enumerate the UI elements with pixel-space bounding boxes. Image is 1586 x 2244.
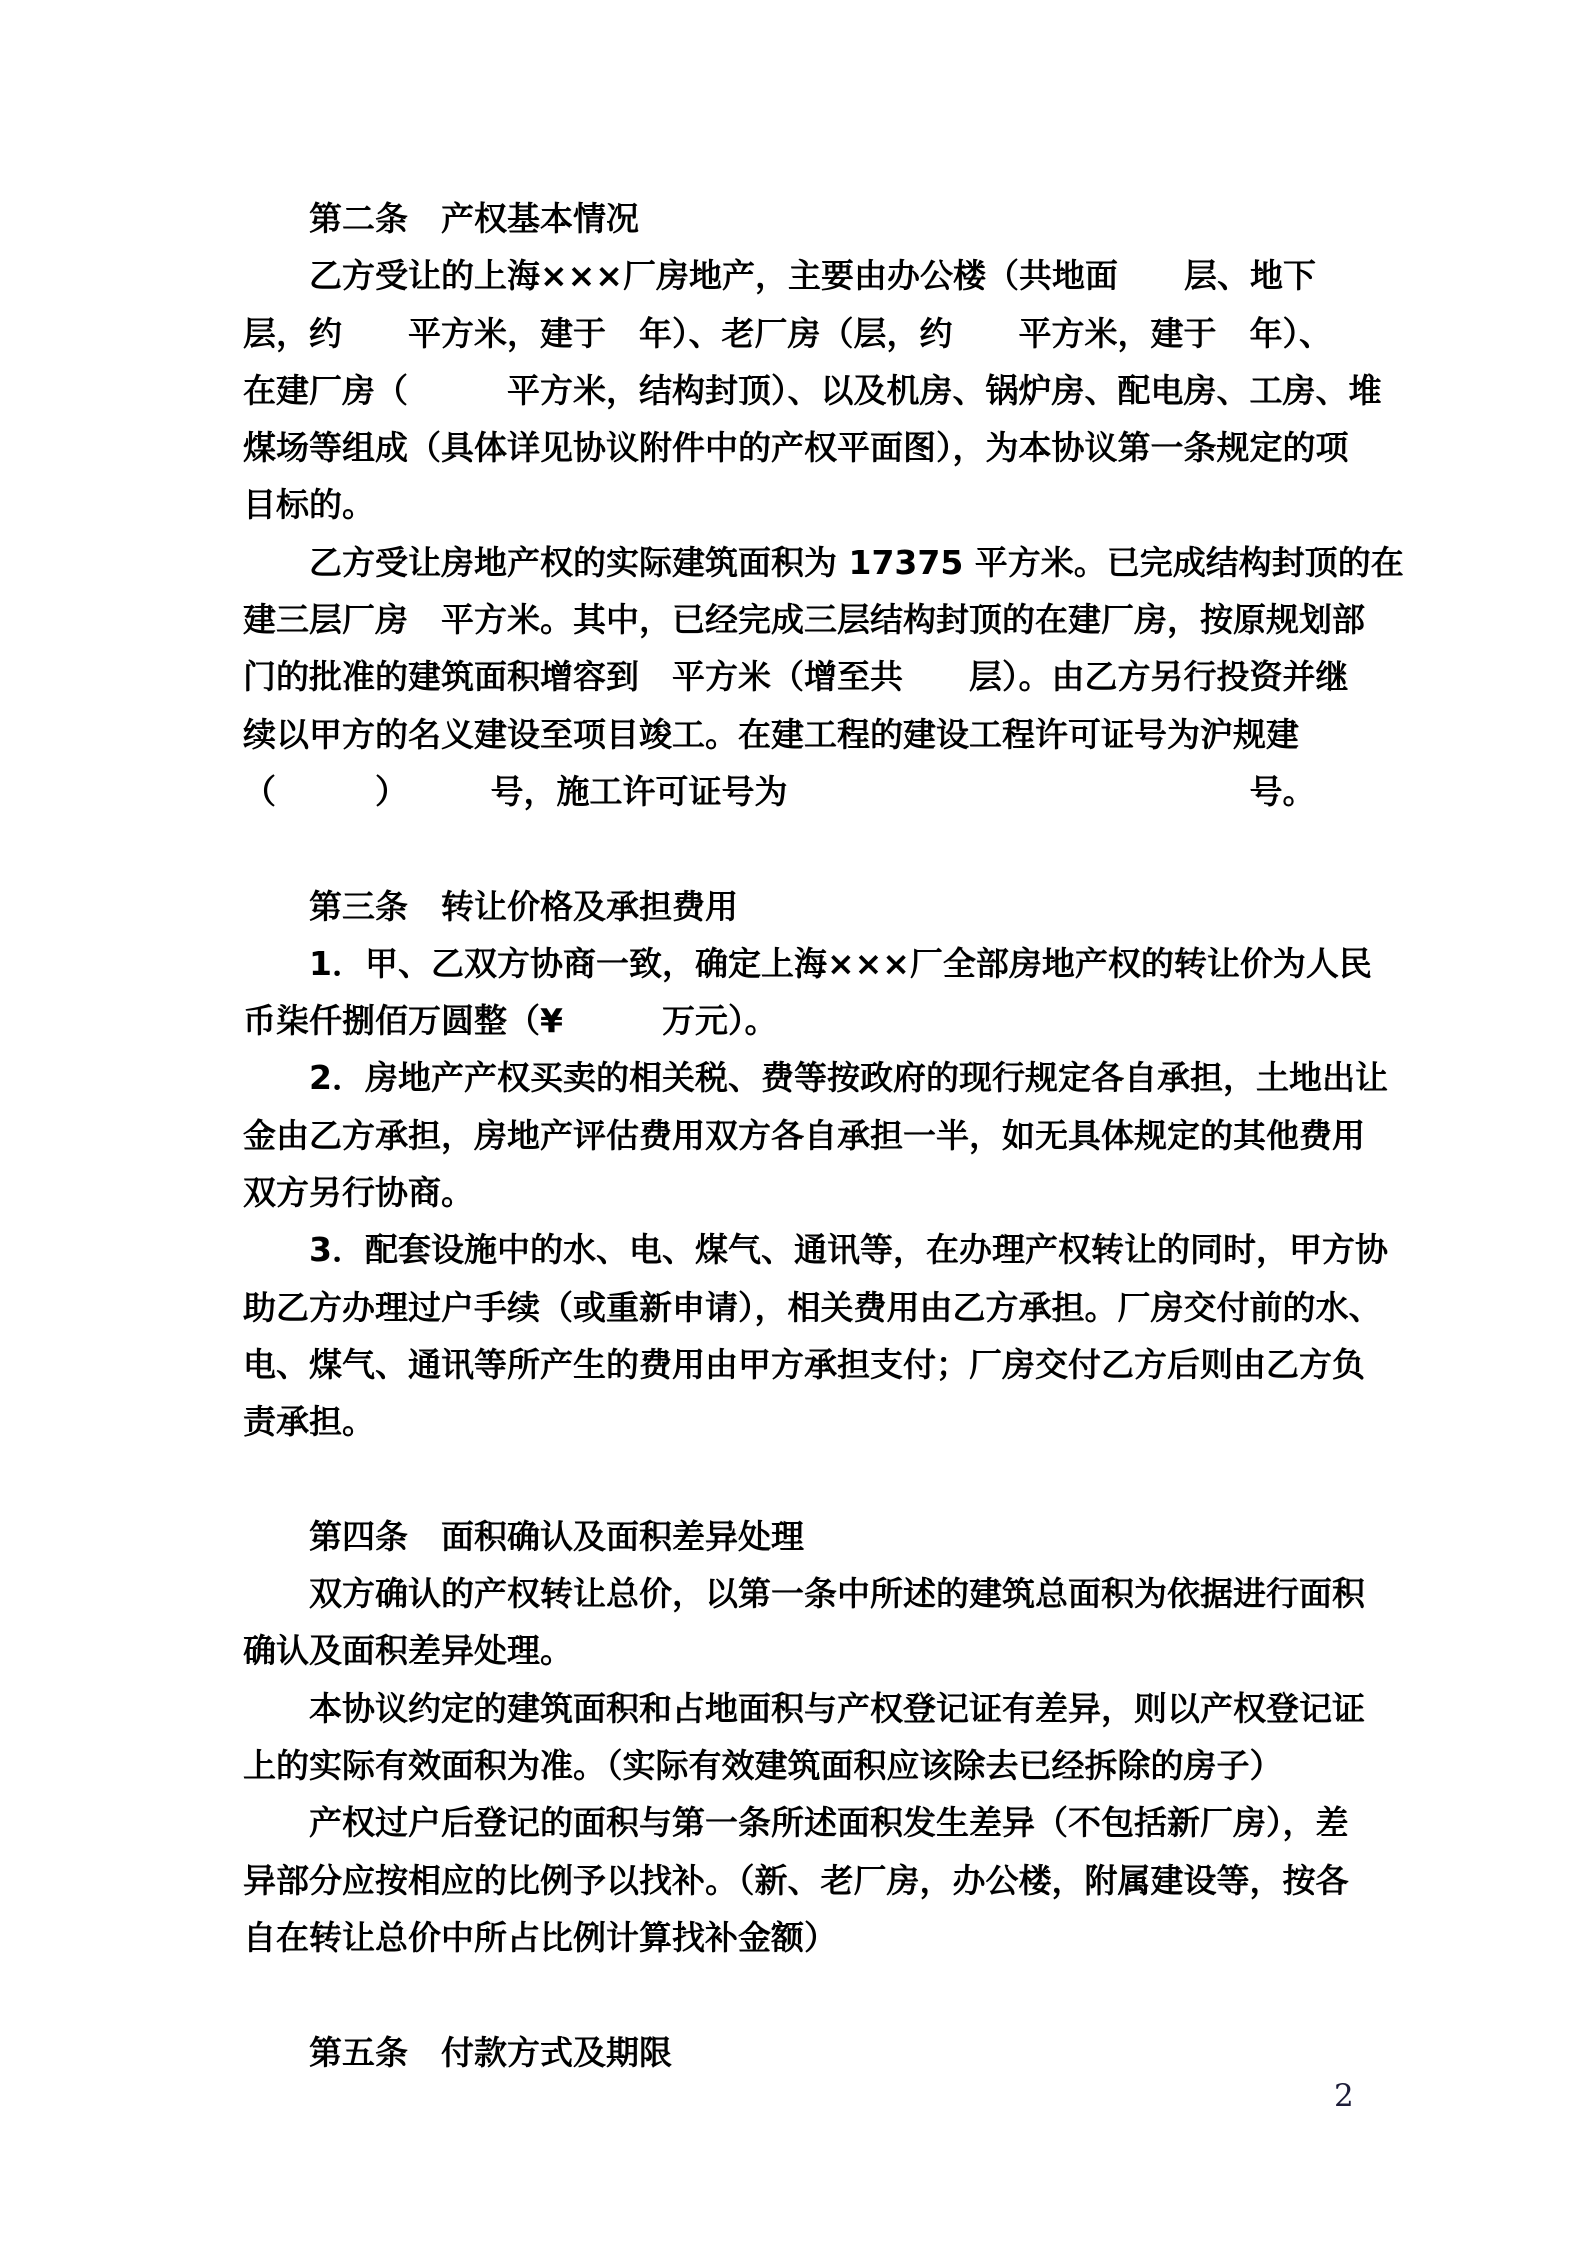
paragraph-line: 双方另行协商。 [243,1173,474,1213]
paragraph-line: 异部分应按相应的比例予以找补。（新、老厂房，办公楼，附属建设等，按各 [243,1860,1349,1900]
paragraph-first-line: 乙方受让房地产权的实际建筑面积为 17375 平方米。已完成结构封顶的在 [309,542,1404,582]
paragraph-line: 续以甲方的名义建设至项目竣工。在建工程的建设工程许可证号为沪规建 [243,714,1299,754]
section-heading: 第五条 付款方式及期限 [309,2032,672,2072]
paragraph-line: 助乙方办理过户手续（或重新申请），相关费用由乙方承担。厂房交付前的水、 [243,1287,1382,1327]
blank-line [243,1451,1403,1508]
paragraph-line: 自在转让总价中所占比例计算找补金额） [243,1917,837,1957]
blank-line [243,820,1403,877]
paragraph-first-line: 2．房地产产权买卖的相关税、费等按政府的现行规定各自承担，土地出让 [309,1058,1388,1098]
contract-text-body [243,190,1403,2081]
paragraph-line: 目标的。 [243,485,375,525]
paragraph-line: 责承担。 [243,1402,375,1442]
paragraph-line: 门的批准的建筑面积增容到 平方米（增至共 层）。由乙方另行投资并继 [243,657,1349,697]
paragraph-line: 上的实际有效面积为准。（实际有效建筑面积应该除去已经拆除的房子） [243,1746,1283,1786]
section-heading: 第二条 产权基本情况 [309,199,639,238]
paragraph-line: 确认及面积差异处理。 [243,1631,573,1671]
page-number: 2 [1334,2078,1354,2114]
paragraph-first-line: 本协议约定的建筑面积和占地面积与产权登记证有差异，则以产权登记证 [309,1688,1365,1728]
paragraph-line: 金由乙方承担，房地产评估费用双方各自承担一半，如无具体规定的其他费用 [243,1115,1365,1155]
paragraph-line: 电、煤气、通讯等所产生的费用由甲方承担支付；厂房交付乙方后则由乙方负 [243,1344,1365,1384]
paragraph-first-line: 乙方受让的上海×××厂房地产，主要由办公楼（共地面 层、地下 [309,256,1316,296]
section-heading: 第四条 面积确认及面积差异处理 [309,1516,804,1556]
paragraph-line: （ ） 号，施工许可证号为 号。 [243,771,1316,811]
paragraph-first-line: 双方确认的产权转让总价，以第一条中所述的建筑总面积为依据进行面积 [309,1574,1365,1614]
paragraph-line: 币柒仟捌佰万圆整（¥ 万元）。 [243,1001,778,1041]
paragraph-first-line: 产权过户后登记的面积与第一条所述面积发生差异（不包括新厂房），差 [309,1803,1349,1843]
paragraph-first-line: 3．配套设施中的水、电、煤气、通讯等，在办理产权转让的同时，甲方协 [309,1230,1388,1270]
paragraph-line: 在建厂房（ 平方米，结构封顶）、以及机房、锅炉房、配电房、工房、堆 [243,370,1382,410]
section-heading: 第三条 转让价格及承担费用 [309,886,738,926]
paragraph-first-line: 1．甲、乙双方协商一致，确定上海×××厂全部房地产权的转让价为人民 [309,943,1372,983]
paragraph-line: 煤场等组成（具体详见协议附件中的产权平面图），为本协议第一条规定的项 [243,428,1349,468]
blank-line [243,1966,1403,2023]
paragraph-line: 建三层厂房 平方米。其中，已经完成三层结构封顶的在建厂房，按原规划部 [243,600,1365,640]
paragraph-line: 层，约 平方米，建于 年）、老厂房（层，约 平方米，建于 年）、 [243,313,1332,353]
